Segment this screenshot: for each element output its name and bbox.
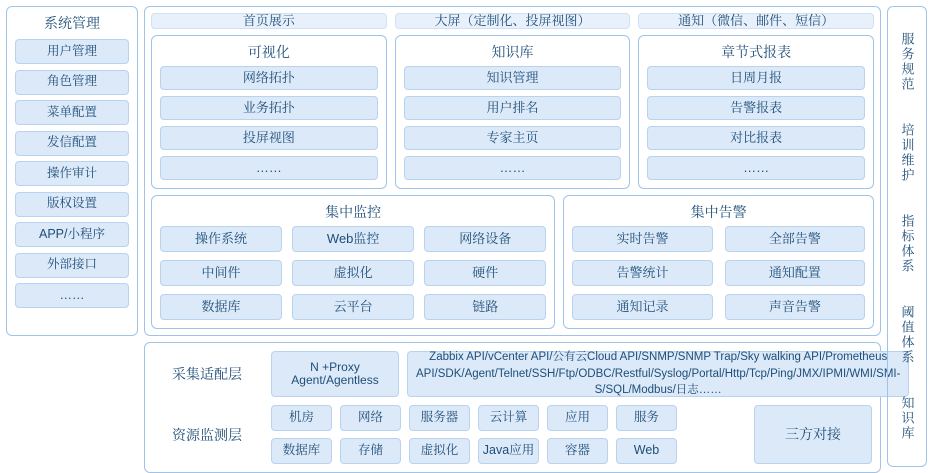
- item-screen-view[interactable]: 投屏视图: [160, 126, 378, 150]
- item-operating-system[interactable]: 操作系统: [160, 226, 282, 252]
- item-application[interactable]: 应用: [547, 405, 608, 431]
- collection-resource-panel: [144, 342, 901, 473]
- item-java-application[interactable]: Java应用: [478, 438, 539, 464]
- item-virtualization[interactable]: 虚拟化: [292, 260, 414, 286]
- api-protocol-box[interactable]: Zabbix API/vCenter API/公有云Cloud API/SNMP/SNMP Trap/Sky walking API/Prometheus API/SDK/Agent/Telnet/SSH/Ftp/ODBC/Restful/Syslog/Portal/Http/Tcp/Ping/JMX/IPMI/WMI/SMI-S/SQL/Modbus/日志……: [407, 351, 909, 397]
- item-alarm-statistics[interactable]: 告警统计: [572, 260, 712, 286]
- group-central-monitoring: [151, 195, 555, 329]
- right-item-threshold-system: 阈值体系: [899, 304, 915, 365]
- item-alarm-report[interactable]: 告警报表: [647, 96, 865, 120]
- sidebar-item-external-interface[interactable]: 外部接口: [15, 253, 129, 278]
- item-daily-weekly-monthly-report[interactable]: 日周月报: [647, 66, 865, 90]
- sidebar-item-app-miniprogram[interactable]: APP/小程序: [15, 222, 129, 247]
- resource-layer-label: 资源监测层: [172, 426, 242, 443]
- item-link[interactable]: 链路: [424, 294, 546, 320]
- sidebar-item-operation-audit[interactable]: 操作审计: [15, 161, 129, 186]
- item-network-topology[interactable]: 网络拓扑: [160, 66, 378, 90]
- left-column: [6, 6, 138, 467]
- sidebar-item-mail-config[interactable]: 发信配置: [15, 131, 129, 156]
- item-database-resource[interactable]: 数据库: [271, 438, 332, 464]
- group-chapter-report-title: 章节式报表: [721, 44, 792, 61]
- system-management-panel: [6, 6, 138, 336]
- item-cloud-computing[interactable]: 云计算: [478, 405, 539, 431]
- center-column: [144, 6, 901, 467]
- right-vertical-bar: [887, 6, 927, 467]
- group-visualization: [151, 35, 387, 189]
- item-user-ranking[interactable]: 用户排名: [404, 96, 622, 120]
- item-container[interactable]: 容器: [547, 438, 608, 464]
- group-central-monitoring-title: 集中监控: [325, 204, 382, 221]
- tab-large-screen[interactable]: 大屏（定制化、投屏视图）: [395, 13, 631, 29]
- item-notification-record[interactable]: 通知记录: [572, 294, 712, 320]
- right-item-training-maintenance: 培训维护: [899, 123, 915, 184]
- group-knowledge-base: [395, 35, 631, 189]
- system-management-title: 系统管理: [44, 15, 100, 31]
- item-storage[interactable]: 存储: [340, 438, 401, 464]
- item-realtime-alarm[interactable]: 实时告警: [572, 226, 712, 252]
- group-central-alarm: [563, 195, 874, 329]
- item-middleware[interactable]: 中间件: [160, 260, 282, 286]
- item-virtualization-resource[interactable]: 虚拟化: [409, 438, 470, 464]
- sidebar-item-copyright-settings[interactable]: 版权设置: [15, 192, 129, 217]
- collection-adaptation-row: [151, 351, 901, 397]
- third-party-integration-box[interactable]: 三方对接: [754, 405, 872, 464]
- item-web[interactable]: Web: [616, 438, 677, 464]
- group-visualization-items: [160, 66, 378, 180]
- right-item-knowledge-base: 知识库: [899, 395, 915, 441]
- item-service[interactable]: 服务: [616, 405, 677, 431]
- item-comparison-report[interactable]: 对比报表: [647, 126, 865, 150]
- group-knowledge-base-title: 知识库: [491, 44, 534, 61]
- item-sound-alarm[interactable]: 声音告警: [725, 294, 865, 320]
- group-central-alarm-title: 集中告警: [690, 204, 747, 221]
- right-item-indicator-system: 指标体系: [899, 213, 915, 274]
- item-web-monitoring[interactable]: Web监控: [292, 226, 414, 252]
- proxy-agent-box[interactable]: N +Proxy Agent/Agentless: [271, 351, 399, 397]
- item-visualization-more[interactable]: ……: [160, 156, 378, 180]
- sidebar-item-role-management[interactable]: 角色管理: [15, 70, 129, 95]
- sidebar-item-user-management[interactable]: 用户管理: [15, 39, 129, 64]
- item-knowledge-more[interactable]: ……: [404, 156, 622, 180]
- group-visualization-title: 可视化: [247, 44, 290, 61]
- application-layer-panel: [144, 6, 881, 336]
- item-business-topology[interactable]: 业务拓扑: [160, 96, 378, 120]
- item-database[interactable]: 数据库: [160, 294, 282, 320]
- item-network[interactable]: 网络: [340, 405, 401, 431]
- top-tabs: [151, 13, 874, 29]
- feature-groups-row: [151, 35, 874, 189]
- resource-items-wrap: [271, 405, 872, 464]
- tab-home-display[interactable]: 首页展示: [151, 13, 387, 29]
- sidebar-item-menu-config[interactable]: 菜单配置: [15, 100, 129, 125]
- resource-monitoring-row: [151, 405, 872, 464]
- tab-notification[interactable]: 通知（微信、邮件、短信）: [638, 13, 874, 29]
- collection-layer-label: 采集适配层: [172, 366, 242, 382]
- item-cloud-platform[interactable]: 云平台: [292, 294, 414, 320]
- monitoring-alarm-row: [151, 195, 874, 329]
- item-expert-homepage[interactable]: 专家主页: [404, 126, 622, 150]
- item-server[interactable]: 服务器: [409, 405, 470, 431]
- group-central-monitoring-items: [160, 226, 546, 320]
- item-all-alarm[interactable]: 全部告警: [725, 226, 865, 252]
- item-computer-room[interactable]: 机房: [271, 405, 332, 431]
- item-report-more[interactable]: ……: [647, 156, 865, 180]
- right-item-service-standard: 服务规范: [899, 32, 915, 93]
- item-hardware[interactable]: 硬件: [424, 260, 546, 286]
- group-chapter-report-items: [647, 66, 865, 180]
- system-management-items: [15, 39, 129, 327]
- item-knowledge-management[interactable]: 知识管理: [404, 66, 622, 90]
- resource-items-grid: [271, 405, 746, 464]
- item-network-device[interactable]: 网络设备: [424, 226, 546, 252]
- group-knowledge-base-items: [404, 66, 622, 180]
- group-central-alarm-items: [572, 226, 865, 320]
- sidebar-item-more[interactable]: ……: [15, 283, 129, 308]
- item-notification-config[interactable]: 通知配置: [725, 260, 865, 286]
- group-chapter-report: [638, 35, 874, 189]
